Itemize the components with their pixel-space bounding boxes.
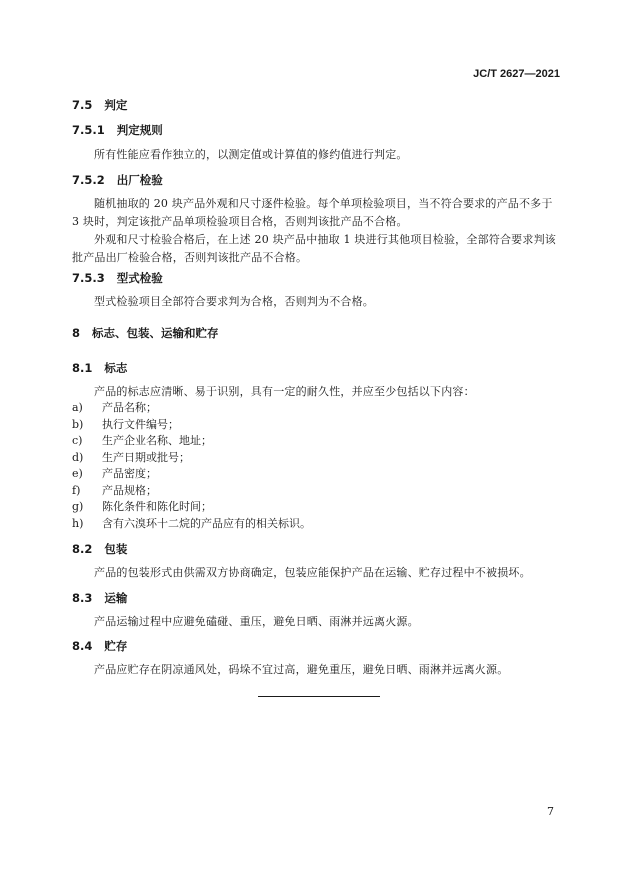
list-item: e) 产品密度； [72, 467, 157, 480]
section-title: 判定规则 [116, 123, 163, 137]
page-number: 7 [547, 805, 554, 818]
list-item: f) 产品规格； [72, 483, 157, 497]
paragraph-8-3: 产品运输过程中应避免磕碰、重压，避免日晒、雨淋并远离火源。 [94, 615, 419, 628]
list-item: d) 生产日期或批号； [72, 450, 190, 464]
heading-8-1 [72, 360, 562, 376]
document-code: JC/T 2627—2021 [473, 68, 560, 80]
section-number: 7.5.2 [72, 173, 105, 187]
section-title: 型式检验 [116, 271, 163, 285]
heading-7-5-3 [72, 270, 562, 286]
paragraph-7-5-1: 所有性能应看作独立的，以测定值或计算值的修约值进行判定。 [94, 148, 408, 161]
heading-7-5 [72, 97, 562, 113]
heading-8-4 [72, 638, 562, 654]
section-title: 贮存 [104, 639, 128, 653]
heading-7-5-1 [72, 122, 562, 138]
heading-8-2 [72, 541, 562, 557]
list-item: h) 含有六溴环十二烷的产品应有的相关标识。 [72, 516, 311, 530]
heading-7-5-2 [72, 172, 562, 188]
marking-list [72, 400, 562, 532]
section-number: 8 [72, 326, 81, 340]
end-rule [258, 696, 380, 697]
section-title: 判定 [104, 98, 128, 112]
paragraph-7-5-2-a: 随机抽取的 20 块产品外观和尺寸逐件检验。每个单项检验项目，当不符合要求的产品不多于 3 块时，判定该批产品单项检验项目合格，否则判该批产品不合格。 [72, 197, 553, 228]
paragraph-8-4: 产品应贮存在阴凉通风处，码垛不宜过高，避免重压，避免日晒、雨淋并远离火源。 [94, 663, 509, 676]
section-title: 出厂检验 [116, 173, 163, 187]
section-title: 包装 [104, 542, 128, 556]
paragraph-7-5-2-b: 外观和尺寸检验合格后，在上述 20 块产品中抽取 1 块进行其他项目检验，全部符合要求判该批产品出厂检验合格，否则判该批产品不合格。 [72, 233, 556, 264]
list-item: b) 执行文件编号； [72, 417, 179, 431]
heading-8 [72, 325, 562, 341]
section-number: 8.4 [72, 639, 93, 653]
section-number: 8.2 [72, 542, 93, 556]
section-number: 7.5.3 [72, 271, 105, 285]
section-title: 标志、包装、运输和贮存 [92, 326, 219, 340]
section-number: 8.1 [72, 361, 93, 375]
section-title: 标志 [104, 361, 128, 375]
list-item: c) 生产企业名称、地址； [72, 434, 212, 447]
section-number: 7.5.1 [72, 123, 105, 137]
paragraph-8-1: 产品的标志应清晰、易于识别，具有一定的耐久性，并应至少包括以下内容： [94, 385, 475, 398]
section-number: 7.5 [72, 98, 93, 112]
heading-8-3 [72, 590, 562, 606]
section-number: 8.3 [72, 591, 93, 605]
paragraph-7-5-3: 型式检验项目全部符合要求判为合格，否则判为不合格。 [94, 295, 374, 308]
paragraph-8-2: 产品的包装形式由供需双方协商确定，包装应能保护产品在运输、贮存过程中不被损坏。 [94, 566, 531, 579]
section-title: 运输 [104, 591, 128, 605]
list-item: a) 产品名称； [72, 401, 157, 414]
list-item: g) 陈化条件和陈化时间； [72, 500, 212, 513]
